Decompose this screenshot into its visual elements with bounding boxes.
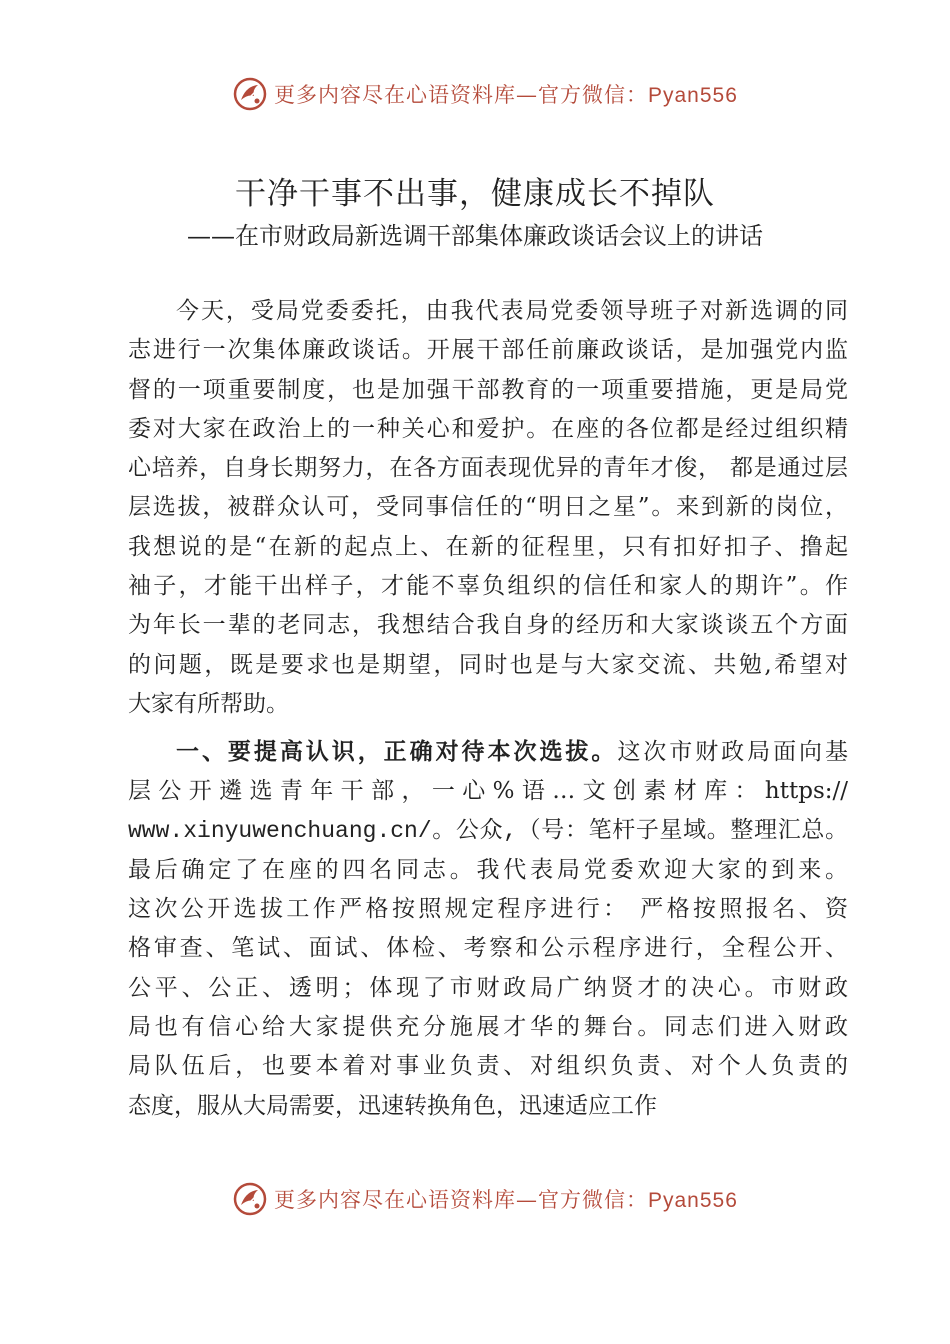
text-line: 心培养，自身长期努力，在各方面表现优异的青年才俊， 都是通过层 xyxy=(128,455,848,482)
text-line: 袖子，才能干出样子，才能不辜负组织的信任和家人的期许”。作 xyxy=(128,573,848,600)
footer-banner xyxy=(232,1179,738,1219)
text-line: www.xinyuwenchuang.cn/。公众,（号：笔杆子星域。整理汇总。 xyxy=(128,817,848,844)
text-line: 为年长一辈的老同志，我想结合我自身的经历和大家谈谈五个方面 xyxy=(128,612,848,639)
text-line: 今天，受局党委委托，由我代表局党委领导班子对新选调的同 xyxy=(176,298,848,324)
text-line: 志进行一次集体廉政谈话。开展干部任前廉政谈话，是加强党内监 xyxy=(128,337,848,364)
seal-logo-icon xyxy=(232,1181,268,1217)
text-line: 督的一项重要制度，也是加强干部教育的一项重要措施，更是局党 xyxy=(128,376,848,403)
header-banner xyxy=(232,74,738,114)
text-line: 一、要提高认识，正确对待本次选拔。这次市财政局面向基 xyxy=(176,739,849,765)
section-heading: 一、要提高认识，正确对待本次选拔。 xyxy=(176,739,618,765)
seal-logo-icon xyxy=(232,76,268,112)
paragraph-intro xyxy=(128,292,848,724)
text-line: 公平、公正、透明；体现了市财政局广纳贤才的决心。市财政 xyxy=(128,974,848,1001)
text-line: 态度，服从大局需要，迅速转换角色，迅速适应工作 xyxy=(128,1092,657,1119)
wechat-id: Pyan556 xyxy=(648,84,738,107)
text-line: 这次公开选拔工作严格按照规定程序进行： 严格按照报名、资 xyxy=(128,896,848,923)
text-line: 局队伍后，也要本着对事业负责、对组织负责、对个人负责的 xyxy=(128,1053,848,1080)
text-line: 格审查、笔试、面试、体检、考察和公示程序进行，全程公开、 xyxy=(128,935,848,962)
text-line: 层公开遴选青年干部，一心%语…文创素材库：https:// xyxy=(128,778,848,805)
text-line: 层选拔，被群众认可，受同事信任的“明日之星”。来到新的岗位， xyxy=(128,494,848,521)
wechat-id: Pyan556 xyxy=(648,1189,738,1212)
document-subtitle: ——在市财政局新选调干部集体廉政谈话会议上的讲话 xyxy=(187,222,763,250)
text-line: 大家有所帮助。 xyxy=(128,690,289,717)
banner-text: 更多内容尽在心语资料库—官方微信：Pyan556 xyxy=(274,1188,738,1212)
banner-text: 更多内容尽在心语资料库—官方微信：Pyan556 xyxy=(274,83,738,107)
text-line: 最后确定了在座的四名同志。我代表局党委欢迎大家的到来。 xyxy=(128,856,848,883)
text-line: 我想说的是“在新的起点上、在新的征程里，只有扣好扣子、撸起 xyxy=(128,533,848,560)
text-line: 委对大家在政治上的一种关心和爱护。在座的各位都是经过组织精 xyxy=(128,415,848,442)
paragraph-section-1 xyxy=(128,733,848,1126)
document-title: 干净干事不出事，健康成长不掉队 xyxy=(235,176,715,212)
text-line: 的问题，既是要求也是期望，同时也是与大家交流、共勉,希望对 xyxy=(128,651,848,678)
text-line: 局也有信心给大家提供充分施展才华的舞台。同志们进入财政 xyxy=(128,1014,848,1041)
